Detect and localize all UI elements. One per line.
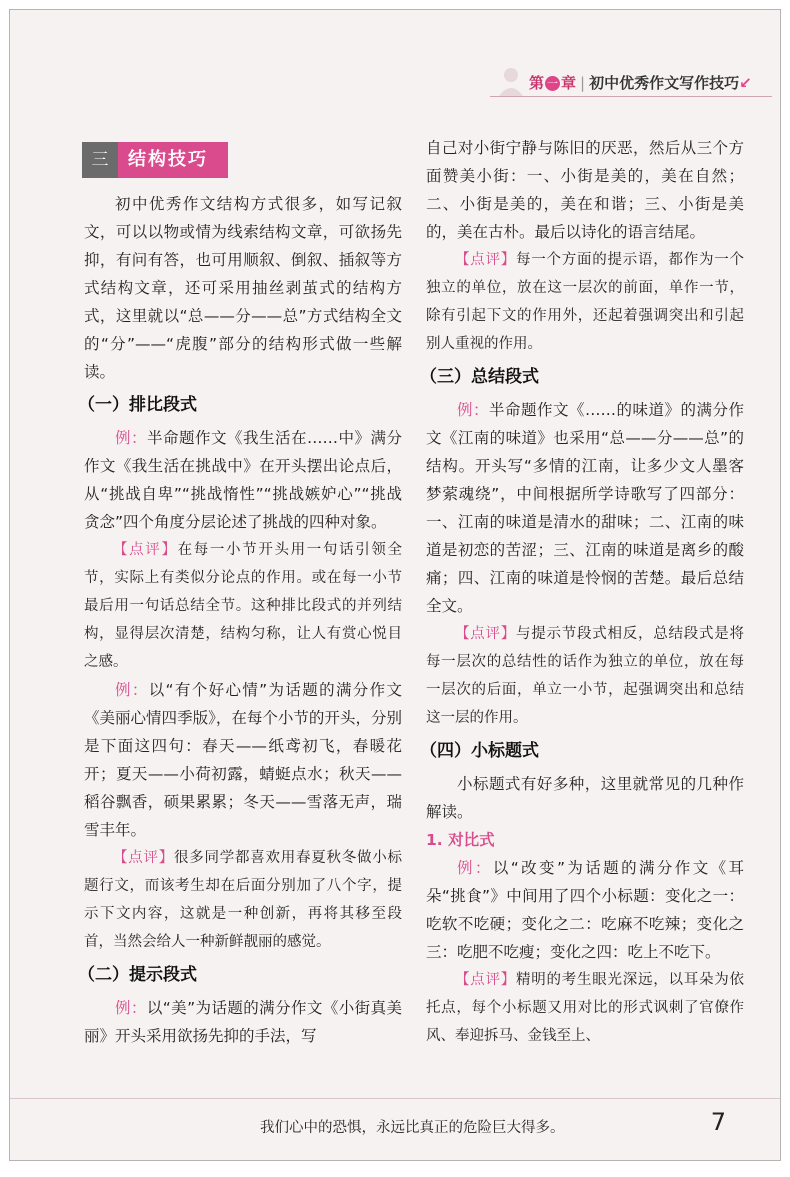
book-page <box>9 9 781 1161</box>
right-column <box>420 134 744 1050</box>
comment-paragraph <box>426 246 744 358</box>
page-header <box>10 70 780 98</box>
example-paragraph <box>426 396 744 620</box>
chapter-number: 一 <box>547 77 559 90</box>
comment-text: 在每一小节开头用一句话引领全节，实际上有类似分论点的作用。或在每一小节最后用一句话总结全节。这种排比段式的并列结构，显得层次清楚，结构匀称，让人有赏心悦目之感。 <box>84 542 403 670</box>
chapter-prefix: 第 <box>529 74 545 92</box>
example-label: 例： <box>457 859 493 877</box>
example-paragraph <box>84 994 402 1050</box>
comment-label: 【点评】 <box>455 252 516 268</box>
comment-label: 【点评】 <box>113 542 178 558</box>
example-label: 例： <box>115 429 147 447</box>
section-number: 三 <box>82 142 118 178</box>
page-footer <box>10 1098 780 1158</box>
section-title: 结构技巧 <box>118 142 228 178</box>
footer-rule <box>10 1098 780 1099</box>
example-paragraph <box>84 676 402 844</box>
comment-paragraph <box>426 966 744 1050</box>
example-paragraph <box>426 854 744 966</box>
chapter-title: 初中优秀作文写作技巧 <box>589 74 740 92</box>
heading-subtitles: （四）小标题式 <box>420 741 539 761</box>
example-paragraph <box>84 424 402 536</box>
heading-parallel-paragraphs: （一）排比段式 <box>78 395 197 415</box>
intro-paragraph: 初中优秀作文结构方式很多，如写记叙文，可以以物或情为线索结构文章，可欲扬先抑，有问有答，也可用顺叙、倒叙、插叙等方式结构文章，还可采用抽丝剥茧式的结构方式，这里就以“总——分——总”方式结构全文的“分”——“虎腹”部分的结构形式做一些解读。 <box>84 195 402 381</box>
example-text: 以“有个好心情”为话题的满分作文《美丽心情四季版》，在每个小节的开头，分别是下面这四句：春天——纸鸢初飞，春暖花开；夏天——小荷初露，蜻蜓点水；秋天——稻谷飘香，硕果累累；冬天——雪落无声，瑞雪丰年。 <box>84 681 402 839</box>
example-label: 例： <box>457 401 489 419</box>
heading-hint-paragraphs: （二）提示段式 <box>78 965 197 985</box>
subheading-contrast: 1. 对比式 <box>426 831 495 849</box>
arrow-icon: ↙ <box>739 74 752 92</box>
footer-quote: 我们心中的恐惧，永远比真正的危险巨大得多。 <box>260 1120 565 1136</box>
section-badge <box>82 142 228 178</box>
left-column <box>78 134 403 1050</box>
example-text: 以“美”为话题的满分作文《小街真美丽》开头采用欲扬先抑的手法，写 <box>84 999 402 1045</box>
chapter-suffix: 章 <box>561 74 577 92</box>
example-label: 例： <box>115 999 147 1017</box>
comment-text: 很多同学都喜欢用春夏秋冬做小标题行文，而该考生却在后面分别加了八个字，提示下文内容，这就是一种创新，再将其移至段首，当然会给人一种新鲜靓丽的感觉。 <box>84 850 402 950</box>
comment-text: 每一个方面的提示语，都作为一个独立的单位，放在这一层次的前面，单作一节，除有引起下文的作用外，还起着强调突出和引起别人重视的作用。 <box>426 252 744 352</box>
comment-paragraph <box>426 620 744 732</box>
comment-label: 【点评】 <box>455 626 516 642</box>
chapter-heading <box>529 72 752 93</box>
comment-label: 【点评】 <box>113 850 174 866</box>
chapter-separator: | <box>580 74 586 92</box>
example-text: 以“改变”为话题的满分作文《耳朵“挑食”》中间用了四个小标题：变化之一：吃软不吃硬；变化之二：吃麻不吃辣；变化之三：吃肥不吃瘦；变化之四：吃上不吃下。 <box>426 859 744 961</box>
comment-text: 精明的考生眼光深远，以耳朵为依托点，每个小标题又用对比的形式讽刺了官僚作风、奉迎拆马、金钱至上、 <box>426 972 744 1044</box>
example-text: 半命题作文《……的味道》的满分作文《江南的味道》也采用“总——分——总”的结构。开头写“多情的江南，让多少文人墨客梦萦魂绕”，中间根据所学诗歌写了四部分：一、江南的味道是清水的甜味；二、江南的味道是初恋的苦涩；三、江南的味道是离乡的酸痛；四、江南的味道是怜悯的苦楚。最后总结全文。 <box>426 401 744 615</box>
page-number: 7 <box>710 1108 726 1136</box>
example-label: 例： <box>115 681 149 699</box>
comment-label: 【点评】 <box>455 972 516 988</box>
comment-paragraph <box>84 844 402 956</box>
comment-paragraph <box>84 536 402 676</box>
example-text: 半命题作文《我生活在……中》满分作文《我生活在挑战中》在开头摆出论点后，从“挑战自卑”“挑战惰性”“挑战嫉妒心”“挑战贪念”四个角度分层论述了挑战的四种对象。 <box>84 429 402 531</box>
continued-paragraph: 自己对小街宁静与陈旧的厌恶，然后从三个方面赞美小街：一、小街是美的，美在自然；二、小街是美的，美在和谐；三、小街是美的，美在古朴。最后以诗化的语言结尾。 <box>426 139 744 241</box>
header-rule <box>490 96 772 97</box>
body-paragraph: 小标题式有好多种，这里就常见的几种作解读。 <box>426 775 744 821</box>
reader-avatar-icon <box>497 66 525 96</box>
heading-summary-paragraphs: （三）总结段式 <box>420 367 539 387</box>
comment-text: 与提示节段式相反，总结段式是将每一层次的总结性的话作为独立的单位，放在每一层次的后面，单立一小节，起强调突出和总结这一层的作用。 <box>426 626 744 726</box>
